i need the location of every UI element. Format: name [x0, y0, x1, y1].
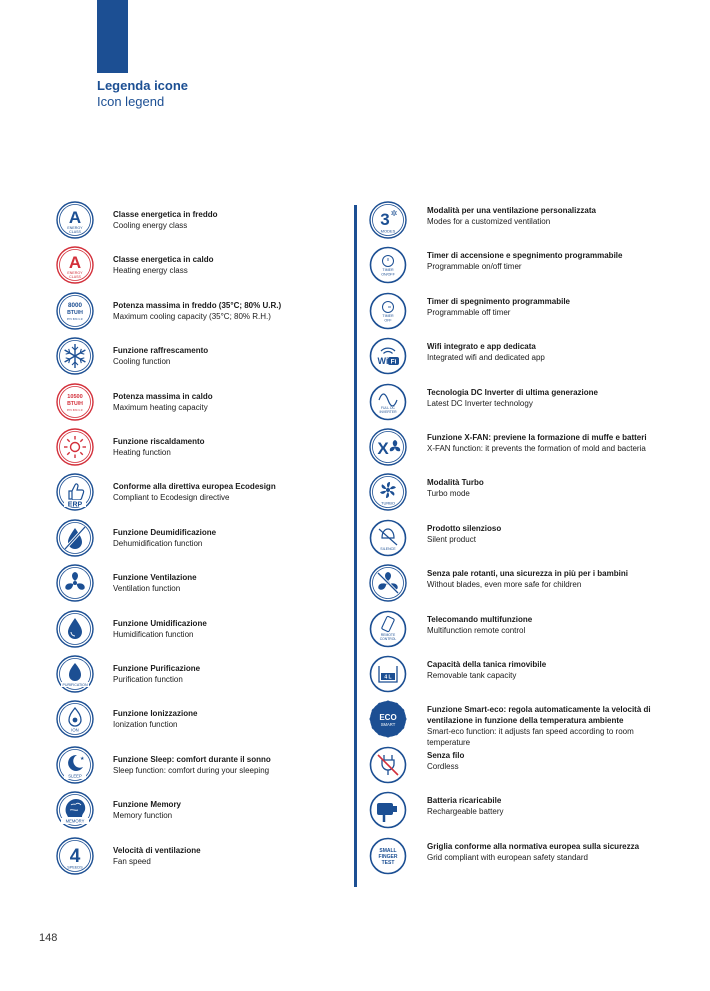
icon-label: Wi — [377, 356, 389, 366]
icon-label: PURIFICATION — [62, 683, 88, 687]
icon-label: 35°C 80% U.R. — [66, 318, 84, 321]
purification-icon — [56, 655, 94, 693]
icon-label: REMOTE — [380, 633, 396, 637]
legend-item-title: Telecomando multifunzione — [427, 615, 533, 624]
legend-item — [56, 201, 217, 245]
legend-item-text — [113, 345, 208, 367]
legend-item-title: Funzione Deumidificazione — [113, 528, 217, 537]
icon-label: ENERGY — [67, 271, 83, 275]
legend-item-title: Funzione Ionizzazione — [113, 709, 198, 718]
erp-thumb-icon — [56, 473, 94, 511]
legend-item-text — [427, 568, 628, 590]
legend-item-subtitle: Programmable off timer — [427, 308, 511, 317]
legend-item-subtitle: Heating energy class — [113, 266, 188, 275]
legend-item-text — [113, 618, 207, 640]
humidification-icon — [56, 610, 94, 648]
legend-item-title: Timer di accensione e spegnimento programmabile — [427, 251, 623, 260]
eco-smart-icon — [369, 700, 407, 738]
legend-item-subtitle: Maximum heating capacity — [113, 403, 208, 412]
legend-item-subtitle: Compliant to Ecodesign directive — [113, 493, 230, 502]
legend-item-text — [427, 341, 545, 363]
legend-item-title: Potenza massima in freddo (35°C; 80% U.R.) — [113, 301, 282, 310]
heating-capacity-icon — [56, 383, 94, 421]
column-divider — [354, 205, 357, 887]
legend-item — [56, 564, 197, 608]
icon-label: OFF — [384, 318, 392, 323]
icon-label: INVERTER — [379, 410, 397, 414]
page-title — [97, 78, 188, 110]
legend-item-text — [113, 708, 197, 730]
legend-item-text — [427, 659, 546, 681]
icon-label: ECO — [379, 713, 397, 722]
legend-item-title: Senza filo — [427, 751, 465, 760]
legend-item — [369, 746, 464, 790]
legend-item-title: Timer di spegnimento programmabile — [427, 297, 570, 306]
legend-item-title: Modalità per una ventilazione personalizzata — [427, 206, 596, 215]
icon-label: FULL DC — [380, 406, 396, 410]
icon-label: SILENCE — [380, 547, 396, 551]
legend-item — [369, 564, 628, 608]
legend-item — [369, 246, 622, 290]
legend-item-subtitle: Cooling function — [113, 357, 171, 366]
legend-item-text — [427, 296, 570, 318]
legend-item-title: Capacità della tanica rimovibile — [427, 660, 547, 669]
legend-item-text — [113, 481, 276, 503]
svg-text:★: ★ — [80, 756, 85, 762]
icon-label: A — [68, 208, 82, 227]
icon-label: CONTROL — [379, 637, 397, 641]
legend-item-subtitle: Fan speed — [113, 857, 151, 866]
legend-item-text — [427, 750, 464, 772]
legend-item-title: Classe energetica in caldo — [113, 255, 214, 264]
legend-item-subtitle: Dehumidification function — [113, 539, 203, 548]
legend-item-subtitle: Turbo mode — [427, 489, 470, 498]
legend-item-subtitle: Ionization function — [113, 720, 178, 729]
legend-item — [369, 292, 570, 336]
turbo-icon — [369, 473, 407, 511]
legend-item-text — [113, 300, 281, 322]
legend-item-title: Funzione raffrescamento — [113, 346, 209, 355]
legend-item-title: Funzione Memory — [113, 800, 182, 809]
legend-item-text — [113, 572, 197, 594]
icon-label: BTU/H — [67, 401, 83, 407]
legend-item — [56, 337, 208, 381]
icon-label: Fi — [390, 358, 397, 366]
legend-item-title: Funzione X-FAN: previene la formazione di muffe e batteri — [427, 433, 647, 442]
legend-item-subtitle: Rechargeable battery — [427, 807, 504, 816]
brand-color-bar — [97, 0, 128, 73]
legend-item-text — [113, 754, 271, 776]
wifi-icon — [369, 337, 407, 375]
remote-control-icon — [369, 610, 407, 648]
legend-item-text — [113, 527, 216, 549]
icon-label: TEST — [381, 860, 395, 866]
sleep-icon — [56, 746, 94, 784]
icon-label: 35°C 80% U.R. — [66, 409, 84, 412]
legend-item — [56, 791, 181, 835]
icon-label: SLEEP — [68, 773, 82, 779]
legend-item-subtitle: Latest DC Inverter technology — [427, 399, 533, 408]
icon-label: BTU/H — [67, 310, 83, 316]
legend-item-subtitle: Modes for a customized ventilation — [427, 217, 551, 226]
icon-label: 4 L — [384, 674, 392, 681]
legend-item-text — [427, 250, 622, 272]
modes-icon — [369, 201, 407, 239]
legend-item-subtitle: Silent product — [427, 535, 476, 544]
legend-item-text — [427, 841, 639, 863]
legend-item — [56, 610, 207, 654]
legend-item-title: Conforme alla direttiva europea Ecodesign — [113, 482, 276, 491]
legend-item — [369, 791, 504, 835]
legend-item-title: Modalità Turbo — [427, 478, 484, 487]
icon-label: CLASS — [69, 275, 81, 279]
memory-icon — [56, 791, 94, 829]
icon-label: ION — [71, 727, 79, 733]
legend-item — [56, 519, 216, 563]
icon-label: SPEEDS — [67, 865, 83, 870]
legend-item-title: Tecnologia DC Inverter di ultima generazione — [427, 388, 598, 397]
legend-item-text — [113, 391, 213, 413]
cooling-capacity-icon — [56, 292, 94, 330]
legend-item-text — [113, 799, 181, 821]
legend-item-subtitle: Without blades, even more safe for children — [427, 580, 582, 589]
legend-item-title: Batteria ricaricabile — [427, 796, 502, 805]
icon-label: MODES — [380, 228, 396, 234]
icon-label: FINGER — [378, 854, 398, 860]
legend-item — [369, 700, 669, 747]
page-title-english: Icon legend — [97, 94, 165, 109]
svg-text:✲: ✲ — [390, 209, 398, 218]
legend-item-subtitle: X-FAN function: it prevents the formation of mold and bacteria — [427, 444, 646, 453]
no-blades-icon — [369, 564, 407, 602]
legend-item-subtitle: Smart-eco function: it adjusts fan speed according to room temperature — [427, 727, 634, 747]
icon-label: SMALL — [379, 848, 397, 854]
timer-off-icon — [369, 292, 407, 330]
legend-item-subtitle: Integrated wifi and dedicated app — [427, 353, 545, 362]
legend-item — [369, 519, 501, 563]
legend-item — [369, 473, 484, 517]
legend-item-title: Funzione Smart-eco: regola automaticamente la velocità di ventilazione in funzione della temperatura ambiente — [427, 705, 651, 725]
legend-item-title: Classe energetica in freddo — [113, 210, 218, 219]
legend-item-subtitle: Humidification function — [113, 630, 194, 639]
legend-item-subtitle: Cordless — [427, 762, 459, 771]
legend-item — [369, 837, 639, 881]
legend-item — [56, 473, 276, 517]
fan-icon — [56, 564, 94, 602]
icon-label: ENERGY — [67, 226, 83, 230]
legend-item-title: Funzione Ventilazione — [113, 573, 197, 582]
legend-item-subtitle: Multifunction remote control — [427, 626, 526, 635]
legend-item — [56, 292, 281, 336]
legend-item — [369, 655, 546, 699]
legend-item-title: Potenza massima in caldo — [113, 392, 213, 401]
legend-item-text — [427, 795, 504, 817]
icon-label: TIMER — [382, 314, 394, 318]
icon-label: ON/OFF — [381, 272, 395, 277]
legend-item — [56, 383, 213, 427]
legend-item-text — [427, 432, 647, 454]
legend-item-subtitle: Purification function — [113, 675, 183, 684]
icon-label: TURBO — [381, 500, 395, 506]
legend-item — [56, 700, 197, 744]
small-finger-test-icon — [369, 837, 407, 875]
legend-item — [369, 337, 545, 381]
icon-label: 3 — [380, 210, 390, 229]
icon-label: X — [377, 439, 389, 458]
legend-item-text — [113, 845, 201, 867]
legend-item-text — [113, 254, 214, 276]
x-fan-icon — [369, 428, 407, 466]
legend-item-title: Funzione riscaldamento — [113, 437, 205, 446]
tank-capacity-icon — [369, 655, 407, 693]
energy-class-heating-icon — [56, 246, 94, 284]
icon-label: CLASS — [69, 230, 81, 234]
legend-item-title: Prodotto silenzioso — [427, 524, 502, 533]
page-number: 148 — [39, 932, 58, 944]
legend-item-title: Velocità di ventilazione — [113, 846, 201, 855]
legend-item — [369, 201, 596, 245]
sun-icon — [56, 428, 94, 466]
dehumidification-icon — [56, 519, 94, 557]
legend-item-subtitle: Removable tank capacity — [427, 671, 517, 680]
legend-item-title: Funzione Purificazione — [113, 664, 201, 673]
legend-item-subtitle: Programmable on/off timer — [427, 262, 522, 271]
legend-item-text — [113, 209, 217, 231]
battery-icon — [369, 791, 407, 829]
legend-item-text — [427, 523, 501, 545]
silence-icon — [369, 519, 407, 557]
legend-item — [369, 383, 598, 427]
snowflake-icon — [56, 337, 94, 375]
legend-item-title: Funzione Sleep: comfort durante il sonno — [113, 755, 271, 764]
icon-label: MEMORY — [65, 818, 85, 824]
legend-item-text — [427, 205, 596, 227]
legend-item-subtitle: Grid compliant with european safety standard — [427, 853, 588, 862]
icon-label: ERP — [67, 501, 83, 509]
ionization-icon — [56, 700, 94, 738]
cordless-icon — [369, 746, 407, 784]
legend-item-subtitle: Maximum cooling capacity (35°C; 80% R.H.) — [113, 312, 271, 321]
legend-item-text — [427, 704, 669, 748]
icon-label: TIMER — [382, 268, 394, 272]
legend-item-subtitle: Cooling energy class — [113, 221, 188, 230]
page-title-italian: Legenda icone — [97, 78, 189, 93]
legend-item — [369, 428, 647, 472]
legend-item-text — [427, 614, 532, 636]
legend-item-text — [427, 477, 484, 499]
legend-item — [56, 837, 201, 881]
icon-label: 8000 — [67, 302, 83, 309]
icon-label: A — [68, 253, 82, 272]
legend-item-text — [427, 387, 598, 409]
legend-item — [56, 746, 271, 790]
speeds-icon — [56, 837, 94, 875]
legend-item-subtitle: Ventilation function — [113, 584, 181, 593]
legend-item-text — [113, 663, 200, 685]
legend-item-title: Griglia conforme alla normativa europea sulla sicurezza — [427, 842, 640, 851]
timer-on-off-icon — [369, 246, 407, 284]
legend-item — [56, 428, 205, 472]
legend-item — [56, 655, 200, 699]
legend-item — [56, 246, 214, 290]
legend-item-subtitle: Heating function — [113, 448, 171, 457]
energy-class-cooling-icon — [56, 201, 94, 239]
legend-item-title: Senza pale rotanti, una sicurezza in più per i bambini — [427, 569, 628, 578]
legend-item-subtitle: Memory function — [113, 811, 173, 820]
legend-item-subtitle: Sleep function: comfort during your sleeping — [113, 766, 270, 775]
icon-label: 10500 — [67, 394, 83, 400]
dc-inverter-icon — [369, 383, 407, 421]
legend-item-title: Funzione Umidificazione — [113, 619, 207, 628]
legend-item-text — [113, 436, 205, 458]
icon-label: SMART — [380, 722, 396, 727]
icon-label: 4 — [69, 846, 81, 867]
legend-item-title: Wifi integrato e app dedicata — [427, 342, 536, 351]
legend-item — [369, 610, 532, 654]
